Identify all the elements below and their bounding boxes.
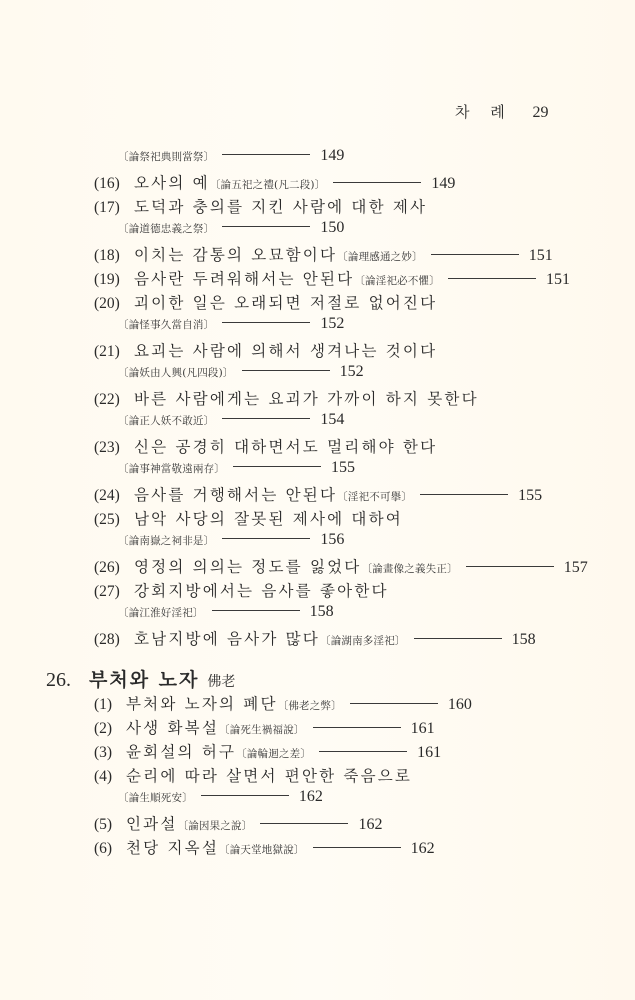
toc-entry	[94, 740, 441, 764]
toc-entry	[94, 267, 570, 291]
entry-page: 158	[309, 603, 334, 620]
dot-leader	[222, 538, 310, 539]
toc-entry	[94, 627, 536, 651]
entry-number: (18)	[94, 247, 120, 264]
toc-entry	[94, 716, 435, 740]
entry-hanja: 〔論理感通之妙〕	[337, 251, 423, 263]
entry-hanja: 〔論祭祀典則當祭〕	[118, 151, 215, 163]
toc-entry	[94, 764, 412, 788]
section-heading	[46, 665, 235, 692]
toc-entry	[94, 435, 437, 459]
toc-entry-continuation	[118, 459, 355, 483]
entry-page: 149	[431, 175, 456, 192]
entry-title: 윤회설의 허구	[126, 743, 237, 761]
entry-title: 호남지방에 음사가 많다	[134, 630, 320, 648]
entry-hanja: 〔論江淮好淫祀〕	[118, 607, 204, 619]
entry-title: 순리에 따라 살면서 편안한 죽음으로	[126, 767, 413, 785]
dot-leader	[212, 610, 300, 611]
dot-leader	[319, 751, 407, 752]
entry-title: 신은 공경히 대하면서도 멀리해야 한다	[134, 438, 438, 456]
entry-title: 영정의 의의는 정도를 잃었다	[134, 558, 362, 576]
entry-page: 157	[563, 559, 588, 576]
entry-page: 152	[320, 315, 345, 332]
dot-leader	[414, 638, 502, 639]
entry-title: 남악 사당의 잘못된 제사에 대하여	[134, 510, 403, 528]
entry-page: 152	[339, 363, 364, 380]
entry-hanja: 〔論南嶽之祠非是〕	[118, 535, 215, 547]
entry-title: 사생 화복설	[126, 719, 219, 737]
dot-leader	[313, 847, 401, 848]
entry-title: 바른 사람에게는 요괴가 가까이 하지 못한다	[134, 390, 479, 408]
entry-number: (3)	[94, 744, 113, 761]
entry-number: (16)	[94, 175, 120, 192]
toc-entry	[94, 812, 382, 836]
toc-entry-continuation	[118, 315, 344, 339]
section-hanja: 佛老	[207, 674, 236, 690]
toc-entry-continuation	[118, 219, 344, 243]
entry-page: 151	[528, 247, 553, 264]
entry-title: 도덕과 충의를 지킨 사람에 대한 제사	[134, 198, 428, 216]
entry-number: (17)	[94, 199, 120, 216]
toc-entry	[94, 243, 553, 267]
entry-hanja: 〔論淫祀必不懼〕	[354, 275, 440, 287]
entry-number: (19)	[94, 271, 120, 288]
toc-entry	[94, 579, 389, 603]
dot-leader	[222, 418, 310, 419]
entry-hanja: 〔論妖由人興(凡四段)〕	[118, 367, 234, 379]
toc-entry-continuation	[118, 531, 344, 555]
entry-hanja: 〔論生順死安〕	[118, 792, 193, 804]
dot-leader	[201, 795, 289, 796]
dot-leader	[222, 322, 310, 323]
entry-hanja: 〔論正人妖不敢近〕	[118, 415, 215, 427]
entry-hanja: 〔論因果之說〕	[177, 820, 253, 832]
toc-entry-continuation	[118, 363, 364, 387]
section-title: 부처와 노자	[89, 669, 200, 691]
toc-entry	[94, 195, 427, 219]
entry-title: 괴이한 일은 오래되면 저절로 없어진다	[134, 294, 438, 312]
entry-title: 음사를 거행해서는 안된다	[134, 486, 338, 504]
dot-leader	[222, 226, 310, 227]
dot-leader	[431, 254, 519, 255]
entry-number: (22)	[94, 391, 120, 408]
toc-entry	[94, 339, 437, 363]
entry-page: 162	[298, 788, 323, 805]
dot-leader	[350, 703, 438, 704]
entry-page: 155	[518, 487, 543, 504]
entry-hanja: 〔論畫像之義失正〕	[361, 563, 458, 575]
dot-leader	[313, 727, 401, 728]
entry-number: (1)	[94, 696, 113, 713]
entry-hanja: 〔論天堂地獄說〕	[219, 844, 305, 856]
dot-leader	[222, 154, 310, 155]
entry-hanja: 〔佛老之弊〕	[277, 700, 342, 712]
toc-entry	[94, 171, 455, 195]
entry-hanja: 〔論道德忠義之祭〕	[118, 223, 215, 235]
entry-hanja: 〔淫祀不可擧〕	[337, 491, 413, 503]
dot-leader	[420, 494, 508, 495]
toc-entry	[118, 147, 344, 171]
entry-title: 요괴는 사람에 의해서 생겨나는 것이다	[134, 342, 438, 360]
entry-number: (5)	[94, 816, 113, 833]
entry-hanja: 〔論事神當敬遠兩存〕	[118, 463, 225, 475]
entry-title: 음사란 두려워해서는 안된다	[134, 270, 355, 288]
running-head	[455, 101, 549, 122]
entry-title: 부처와 노자의 폐단	[126, 695, 278, 713]
entry-number: (21)	[94, 343, 120, 360]
running-head-title: 차 례	[455, 103, 513, 121]
entry-page: 162	[410, 840, 435, 857]
toc-entry	[94, 291, 437, 315]
entry-page: 149	[320, 147, 345, 164]
entry-number: (6)	[94, 840, 113, 857]
section-number: 26.	[46, 669, 71, 691]
entry-page: 156	[320, 531, 345, 548]
entry-page: 150	[320, 219, 345, 236]
entry-title: 인과설	[126, 815, 178, 833]
entry-page: 162	[358, 816, 383, 833]
entry-hanja: 〔論怪事久當自消〕	[118, 319, 215, 331]
entry-page: 161	[410, 720, 435, 737]
entry-number: (20)	[94, 295, 120, 312]
dot-leader	[466, 566, 554, 567]
entry-hanja: 〔論五祀之禮(凡二段)〕	[209, 179, 326, 191]
entry-number: (2)	[94, 720, 113, 737]
entry-hanja: 〔論湖南多淫祀〕	[320, 635, 406, 647]
entry-page: 160	[447, 696, 472, 713]
dot-leader	[333, 182, 421, 183]
entry-number: (23)	[94, 439, 120, 456]
toc-entry	[94, 507, 403, 531]
entry-title: 강회지방에서는 음사를 좋아한다	[134, 582, 389, 600]
entry-number: (28)	[94, 631, 120, 648]
entry-page: 161	[417, 744, 442, 761]
toc-entry-continuation	[118, 411, 344, 435]
entry-number: (27)	[94, 583, 120, 600]
entry-number: (26)	[94, 559, 120, 576]
dot-leader	[242, 370, 330, 371]
entry-title: 오사의 예	[134, 174, 210, 192]
entry-number: (4)	[94, 768, 113, 785]
entry-hanja: 〔論死生禍福說〕	[219, 724, 305, 736]
running-head-page-number: 29	[532, 104, 549, 121]
toc-entry-continuation	[118, 603, 334, 627]
toc-entry	[94, 692, 472, 716]
entry-page: 158	[511, 631, 536, 648]
toc-entry	[94, 555, 588, 579]
entry-page: 151	[545, 271, 570, 288]
toc-entry	[94, 387, 479, 411]
entry-number: (25)	[94, 511, 120, 528]
entry-page: 155	[331, 459, 355, 476]
toc-entry	[94, 836, 435, 860]
entry-title: 천당 지옥설	[126, 839, 219, 857]
dot-leader	[260, 823, 348, 824]
entry-number: (24)	[94, 487, 120, 504]
dot-leader	[448, 278, 536, 279]
entry-page: 154	[320, 411, 345, 428]
entry-title: 이치는 감통의 오묘함이다	[134, 246, 338, 264]
entry-hanja: 〔論輪迴之差〕	[236, 748, 312, 760]
dot-leader	[233, 466, 321, 467]
toc-entry	[94, 483, 542, 507]
toc-entry-continuation	[118, 788, 323, 812]
